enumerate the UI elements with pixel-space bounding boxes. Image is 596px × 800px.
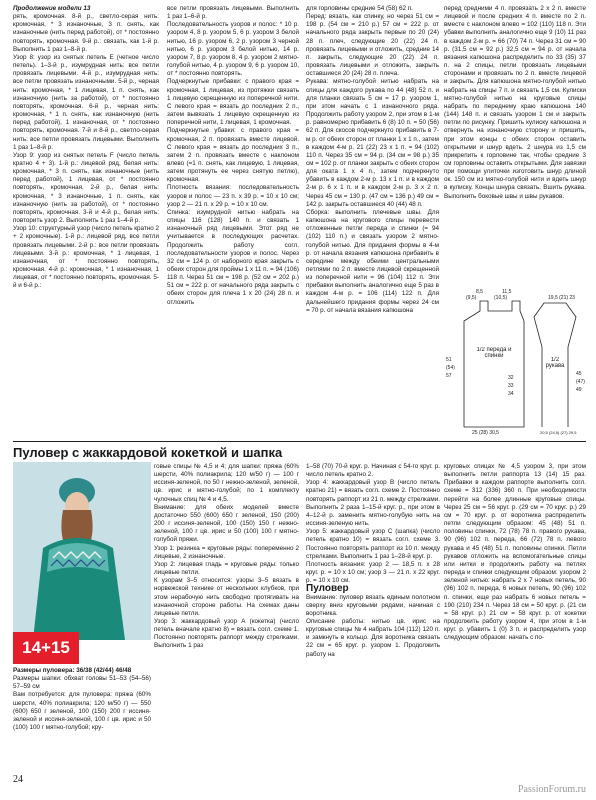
top-column-3 <box>306 5 439 315</box>
paragraph: Плотность вязания: узор 2 — 18,5 п. х 28 круг. р. = 10 х 10 см; узор 3 — 21 п. х 22 круг. р. = 10 х 10 см. <box>306 560 440 585</box>
paragraph: Описание работы: нитью цв. ирис на круговые спицы № 4 набрать 104 (112) 120 п. и замкнуть в кольцо. Для воротника связать 22 см = 65 круг. р. узором 1. Продолжить работу на <box>306 617 440 658</box>
paragraph: Размеры пуловера: 36/38 (42/44) 46/48 <box>13 667 132 674</box>
section-header <box>13 441 586 460</box>
paragraph: Узор 5: жаккардовый узор С (шапка) (число петель кратно 10) = вязать согл. схеме 3. Постоянно повторять раппорт из 10 п. между стрелками. Выполнить 1 раз 1–28-й круг. р. <box>306 528 440 560</box>
bottom-column-0 <box>13 667 151 732</box>
dim-mid: 33 <box>508 383 514 389</box>
top-column-1 <box>13 5 159 290</box>
paragraph: круговых спицах № 4,5 узором 3, при этом выполнить петли раппорта 13 (14) 15 раз. Прибавки в каждом раппорте выполнить согл. схеме = 312 (336) 360 п. При необходимости перейти на более длинные круговые спицы. Через 25 см = 56 круг. р. (29 см = 70 круг. р.) 29 см = 70 круг. р. от воротника распределить петли следующим образом: 45 (48) 51 п. половины спинки, 72 (78) 78 п. правого рукава, 90 (96) 102 п. переда, 66 (72) 78 п. левого рукава и 45 (48) 51 п. половины спинки. Петли рукавов отложить на вспомогательные спицы или нитки и продолжить работу на петлях переда и спинки следующим образом: узором 2 зеленой нитью: набрать 2 х 7 новых петель, 90 (96) 102 п. переда, 6 новых петель, 90 (96) 102 п. спинки, еще раз набрать 6 новых петель = 190 (210) 234 п. Через 18 см = 50 круг. р. (21 см = 58 круг. р.) 21 см = 58 круг. р. от кокетки продолжить работу узором 4, при этом в 1-м круг. р. убавить 1 (0) 3 п. и распределить узор следующим образом: начать с по- <box>444 463 586 642</box>
paragraph: Подчеркнутые убавки: с правого края = кромочная, 2 п. провязать вместе лицевой. С левого края = вязать до последних 3 п., затем 2 п. провязать вместе с наклоном влево (=1 п. снять, как лицевую, 1 лицевая, затем протянуть ее через снятую петлю), кромочная. <box>167 127 299 184</box>
paragraph: Внимание: для обеих моделей вместе достаточно 550 (600) 650 г зеленой, 150 (200) 200 г иссиня-зеленой, 100 (150) 150 г нежно-зеленой, 100 г цв. ирис и 50 (100) 100 г мятно-голубой пряжи. <box>154 503 299 544</box>
paragraph: 1–58 (70) 70-й круг. р. Начиная с 54-го круг. р. число петель кратно 2. <box>306 463 440 479</box>
dim-sleeve-bottom: 20,5 (24,5) (27) 29,5 <box>540 430 577 435</box>
model-photo <box>13 462 151 640</box>
paragraph: рять, кромочная. 8-й р., светло-серая нить: кромочная, * 3 изнаночные, 3 п. снять, как изнаночные (нить перед работой), от * постоянно повторять, кромочная. 9-й р.: связать, как 1-й р. Выполнить 1 раз 1–8-й р. <box>13 13 159 53</box>
dim-right: (47) <box>576 379 585 385</box>
model-number-badge: 14+15 <box>13 632 79 664</box>
top-column-2 <box>167 5 299 307</box>
paragraph: Узор 4: жаккардовый узор В (число петель кратно 21) = вязать согл. схеме 2. Постоянно повторять раппорт из 21 п. между стрелками. Выполнить 2 раза 1–15-й круг. р., при этом в 4–12-й р. заменить мятно-голубую нить на иссиня-зеленую нить. <box>306 479 440 528</box>
paragraph: К узорам 3–5 относится: узоры 3–5 вязать в норвежской технике от нескольких клубков, при этом нерабочую нить свободно протягивать на изнаночной стороне работы. На схемах даны лицевые петли. <box>154 577 299 617</box>
paragraph: перед средними 4 п. провязать 2 х 2 п. вместе лицевой и после средних 4 п. вместе по 2 п. вместе с наклоном влево = 102 (110) 118 п. Эти убавки выполнить аналогично еще 9 (10) 11 раз в каждом 2-м р. = 66 (70) 74 п. Через 31 см = 90 р. (31,5 см = 92 р.) 32,5 см = 94 р. от начала вязания капюшона распределить по 33 (35) 37 п. на 2 спицы, петли провязать лицевыми сторонами и провязать по 2 п. вместе лицевой и закрыть. Для капюшона мятно-голубой нитью набрать на спицы 7 п. и связать 1,5 см. Кулиски мятно-голубой нитью на круговые спицы набрать по переднему краю капюшона 140 (144) 148 п. и связать узором 1 см и закрыть петли по рисунку. Пришить кулиску капюшона и отвернуть на изнаночную сторону и пришить, при этом концы с обеих сторон оставить открытыми и шнур вдеть. 2 шнура из 1,5 см прикрепить к горловине так, чтобы средние 3 см горловины оставить открытыми. Для завязки при помощи улиточки изготовить шнур длиной ок. 150 см из мятно-голубой нити и вдеть шнур в кулиску. Концы шнура связать. Вшить рукава. Выполнить боковые швы и швы рукавов. <box>444 5 586 200</box>
dim-top: 8,5 <box>476 289 483 295</box>
site-watermark: PassionForum.ru <box>517 784 586 795</box>
bottom-column-3 <box>444 463 586 763</box>
dim-mid: 34 <box>508 391 514 397</box>
paragraph: Последовательность узоров и полос: * 10 р. узором 4, 8 р. узором 5, 6 р. узором 3 белой нитью, 16 р. узором 6, 2 р. узором 3 черной нитью, 6 р. узором 3 белой нитью, 14 р. узором 7, 8 р. узором 8, 4 р. узором 2 мятно-голубой нитью, 4 р. узором 9, 6 р. узором 10, от * постоянно повторять. <box>167 21 299 78</box>
top-column-4 <box>444 5 586 287</box>
pullover-subheading: Пуловер <box>306 583 349 595</box>
paragraph: Узор 9: узор из снятых петель F (число петель кратно 4 + 3). 1-й р.: лицевой ряд, белая нить: кромочная, * 3 п. снять, как изнаночные (нить перед работой), 1 лицевая, от * постоянно повторять, кромочная. 2-й р., белая нить: кромочная, * 3 изнаночные, 1 п. снять, как изнаночную (нить за работой), от * постоянно повторять, кромочная. 3-й и 4-й р., белая нить: повторить узор 2. Выполнить 1 раз 1–4-й р. <box>13 151 159 225</box>
dim-bottom: 25 (28) 30,5 <box>472 430 499 435</box>
paragraph: Плотность вязания: последовательность узоров и полос — 23 п. х 39 р. = 10 х 10 см; узор 2 — 21 п. х 29 р. = 10 х 10 см. <box>167 184 299 208</box>
paragraph: говые спицы № 4,5 и 4; для шапки: пряжа (60% шерсти, 40% полиакрила; 120 м/50 г) — 100 г иссиня-зеленой, по 50 г нежно-зеленой, зеленой, цв. ирис и мятно-голубой; по 1 комплекту чулочных спиц № 4 и 4,5. <box>154 463 299 503</box>
page-number: 24 <box>13 774 23 785</box>
paragraph: Узор 10: структурный узор (число петель кратно 2 + 2 кромочные). 1-й р.: лицевой ряд, все петли провязать лицевыми. 2-й р.: все петли провязать лицевыми. 3-й р.: кромочная, * 1 лицевая, 1 изнаночная, от * постоянно повторять, кромочная. 4-й р.: кромочная, * 1 изнаночная, 1 лицевая, от * постоянно повторять, кромочная. 5-й и 6-й р.: <box>13 225 159 290</box>
front-back-label: 1/2 переда и спинки <box>476 347 512 359</box>
sleeve-label: 1/2 рукава <box>545 357 565 369</box>
paragraph: Размеры шапки: обхват головы 51–53 (54–56) 57–59 см <box>13 675 151 691</box>
pattern-schematic <box>444 287 586 435</box>
dim-left: 57 <box>446 373 452 379</box>
schematic-svg <box>444 287 586 435</box>
paragraph: Узор 3: жаккардовый узор А (кокетка) (число петель вначале кратно 8) = вязать согл. схеме 1. Постоянно повторять раппорт между стрелками. Выполнить 1 раз <box>154 617 299 650</box>
paragraph: все петли провязать лицевыми. Выполнить 1 раз 1–6-й р. <box>167 5 299 21</box>
paragraph: Узор 1: резинка = круговые ряды: попеременно 2 лицевые, 2 изнаночные. <box>154 544 299 560</box>
paragraph: Узор 2: лицевая гладь = круговые ряды: только лицевые петли. <box>154 560 299 577</box>
bottom-column-2 <box>306 463 440 763</box>
dim-left: 51 <box>446 357 452 363</box>
continuation-heading: Продолжение модели 13 <box>13 5 91 12</box>
bottom-column-1 <box>154 463 299 763</box>
dim-right: 49 <box>576 387 582 393</box>
paragraph: Внимание: пуловер вязать единым полотном сверху вниз круговыми рядами, начиная с воротника. <box>306 593 440 617</box>
dim-top: 11,5 <box>502 289 512 295</box>
paragraph: Спинка: изумрудной нитью набрать на спицы 116 (128) 140 п. и связать 1 изнаночный ряд лицевыми. Этот ряд не учитывается в последующих расчетах. Продолжить работу согл. последовательности узоров и полос. Через 32 см = 124 р. от наборного края закрыть с обеих сторон для проймы 1 х 11 п. = 94 (106) 118 п. Через 51 см = 198 р. (52 см = 202 р.) 51 см = 222 р. от начального ряда закрыть с обеих сторон для плеча 1 х 20 (24) 28 п. и отложить <box>167 208 299 306</box>
paragraph: Узор 8: узор из снятых петель Е (четное число петель). 1–3-й р., изумрудная нить: все петли провязать лицевыми. 4-й р., изумрудная нить: все петли провязать изнаночными. 5-й р., черная нить: кромочная, * 1 лицевая, 1 п. снять, как изнаночную (нить за работой), от * постоянно повторять, кромочная. 6-й р., черная нить: кромочная, * 1 п. снять, как изнаночную (нить перед работой), 1 изнаночная, от * постоянно повторять, кромочная. 7-й и 8-й р., светло-серая нить: все петли провязать лицевыми. Выполнить 1 раз 1–8-й р. <box>13 53 159 151</box>
paragraph: для горловины средние 54 (58) 62 п. <box>306 5 413 12</box>
section-title: Пуловер с жаккардовой кокеткой и шапка <box>13 445 283 460</box>
paragraph: Вам потребуется: для пуловера: пряжа (60% шерсти, 40% полиакрила; 120 м/50 г) — 550 (600) 650 г зеленой, 100 (150) 200 г иссиня-зеленой и иссиня-зеленой, 100 г цв. ирис и 50 (100) 100 г мятно-голубой; кру- <box>13 691 151 732</box>
paragraph: Перед: вязать, как спинку, но через 51 см = 198 р. (54 см = 210 р.) 57 см = 222 р. от начального ряда закрыть первые по 20 (24) 28 п. плеч, следующие 20 (22) 24 п. провязать лицевыми и отложить, средние 14 п. закрыть, следующие 20 (22) 24 п. провязать лицевыми и отложить, закрыть оставшиеся 20 (24) 28 п. плеча. <box>306 13 439 78</box>
dim-right: 45 <box>576 371 582 377</box>
dim-mid: 32 <box>508 375 514 381</box>
dim-top: (9,5) <box>466 295 477 301</box>
paragraph: Рукава: мятно-голубой нитью набрать на спицы для каждого рукава по 44 (48) 52 п. и для планки связать 5 см = 17 р. узором 1, при этом начать с 1 изнаночного ряда. Продолжить работу узором 2, при этом в 1-м р. равномерно прибавить 6 (8) 10 п. = 50 (56) 62 п. Для скосов подчеркнуто прибавить в 7-м р. от обеих сторон от планки 1 х 1 п., затем в каждом 4-м р. 21 (22) 23 х 1 п. = 94 (102) 110 п. Через 35 см = 94 р. (34 см = 98 р.) 35 см = 102 р. от планки закрыть с обеих сторон для оката 1 х 4 п., затем подчеркнуто убавить в каждом 2-м р. 13 х 1 п. и в каждом 2-м р. 6 х 1 п. и в каждом 2-м р. 3 х 2 п. Через 45 см = 130 р. (47 см = 136 р.) 49 см = 142 р. закрыть оставшиеся 40 (44) 48 п. <box>306 78 439 208</box>
dim-top: (10,5) <box>494 295 508 301</box>
dim-left: (54) <box>446 365 455 371</box>
model-illustration <box>13 462 151 640</box>
paragraph: Подчеркнутые прибавки: с правого края = кромочная, 1 лицевая, из протяжки связать 1 лицевую скрещенную из поперечной нити. С левого края = вязать до последних 2 п., затем вывязать 1 лицевую скрещенную из поперечной нити, 1 лицевая, 1 кромочная. <box>167 78 299 127</box>
paragraph: Сборка: выполнить плечевые швы. Для капюшона на кругового спицы перевести отложенные петли переда и спинки (= 94 (102) 110 п.) и связать узором 2 мятно-голубой нитью. Для придания формы в 4-м р. от начала вязания капюшона прибавить в середине между обеими центральными петлями по 2 п. вместе лицевой скрещенной из поперечной нити = 96 (104) 112 п. Эти прибавки выполнить аналогично еще 5 раз в каждом 4-м р. = 106 (114) 122 п. Для дальнейшего придания формы через 24 см = 70 р. от начала вязания капюшона <box>306 208 439 314</box>
dim-sleeve-top: 19,5 (21) 23 <box>548 295 575 301</box>
